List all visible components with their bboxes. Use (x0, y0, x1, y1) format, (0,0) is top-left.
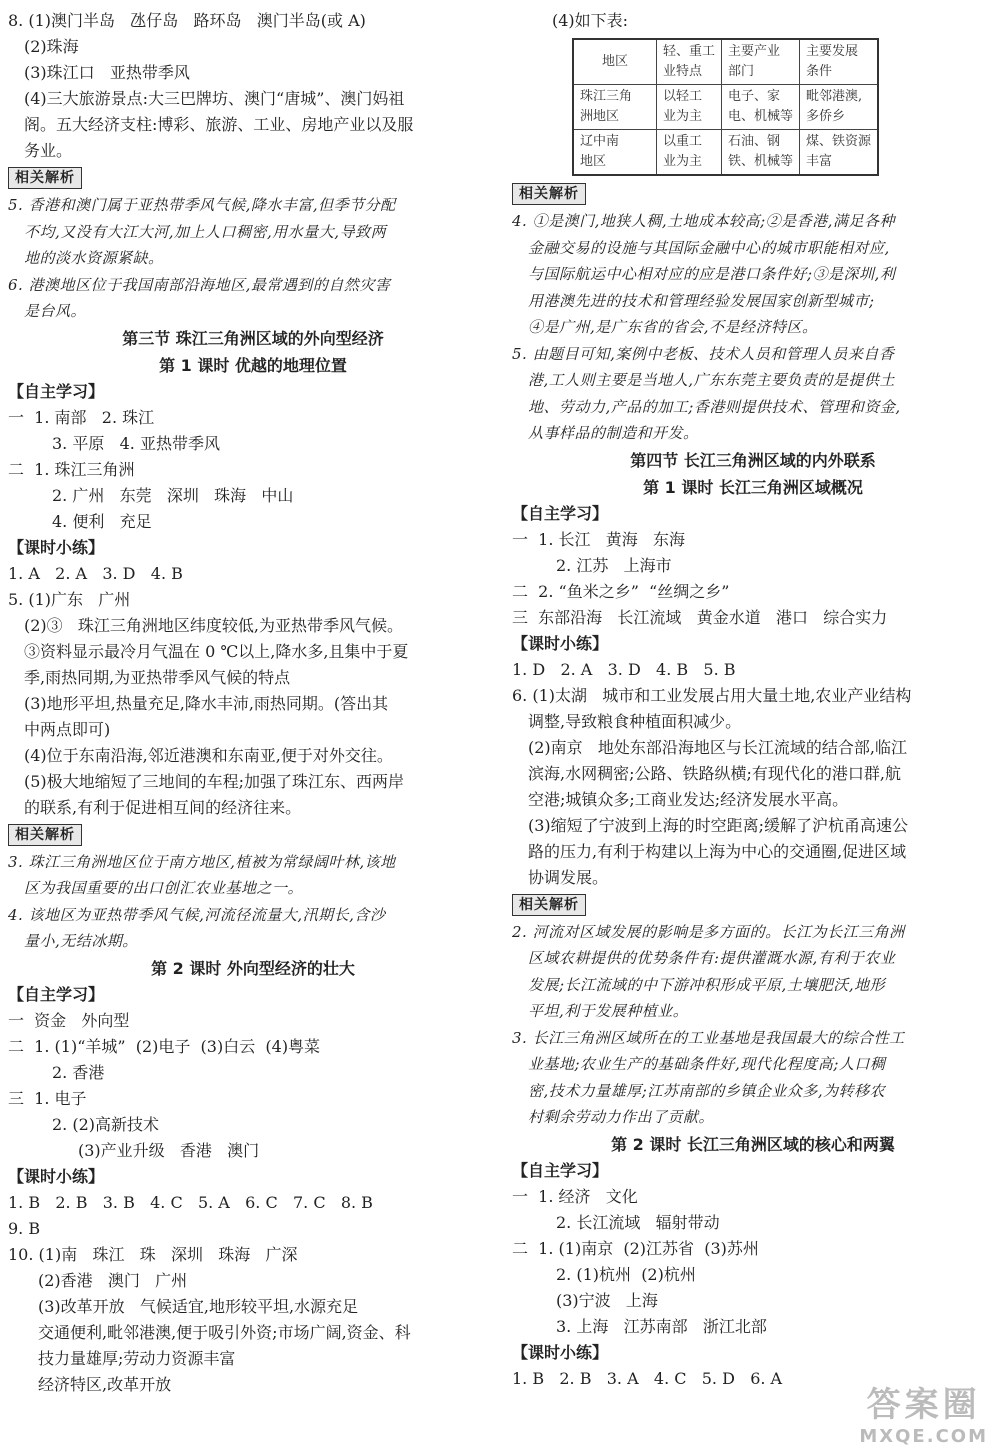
answer-line: 技力量雄厚;劳动力资源丰富 (38, 1348, 236, 1368)
analysis-line: 区域农耕提供的优势条件有:提供灌溉水源,有利于农业 (528, 949, 896, 967)
answer-line: 一 1. 长江 黄海 东海 (512, 529, 686, 549)
left-column (8, 8, 498, 1398)
practice-heading: 【课时小练】 (512, 633, 609, 653)
practice-heading: 【课时小练】 (8, 537, 105, 557)
table-row (573, 130, 878, 176)
comparison-table (572, 38, 879, 176)
answer-line: 协调发展。 (528, 867, 609, 887)
answer-line: 一 1. 南部 2. 珠江 (8, 407, 155, 427)
answer-line: 2. 江苏 上海市 (556, 555, 672, 575)
answer-line: 9. B (8, 1218, 41, 1238)
answer-line: (2)③ 珠江三角洲地区纬度较低,为亚热带季风气候。 (24, 615, 404, 635)
answer-line: 经济特区,改革开放 (38, 1374, 172, 1394)
answer-line: (3)珠江口 亚热带季风 (24, 63, 190, 82)
analysis-line: 平坦,利于发展种植业。 (528, 1002, 689, 1020)
analysis-line: 与国际航运中心相对应的应是港口条件好;③是深圳,利 (528, 265, 896, 283)
watermark-logo (859, 1377, 988, 1447)
analysis-line: 密,技术力量雄厚;江苏南部的乡镇企业众多,为转移农 (528, 1081, 886, 1100)
analysis-line: 不均,又没有大江大河,加上人口稠密,用水量大,导致两 (24, 222, 387, 241)
answer-line: 10. (1)南 珠江 珠 深圳 珠海 广深 (8, 1244, 298, 1264)
answer-line: 交通便利,毗邻港澳,便于吸引外资;市场广阔,资金、科 (38, 1322, 411, 1342)
answer-line: 1. A 2. A 3. D 4. B (8, 563, 183, 583)
answer-line: 空港;城镇众多;工商业发达;经济发展水平高。 (528, 789, 849, 809)
table-cell: 珠江三角 洲地区 (573, 85, 657, 130)
answer-line: 3. 上海 江苏南部 浙江北部 (556, 1316, 767, 1336)
analysis-line: 2. 河流对区域发展的影响是多方面的。长江为长江三角洲 (512, 922, 905, 941)
practice-heading: 【课时小练】 (512, 1342, 609, 1362)
answer-line: (2)香港 澳门 广州 (38, 1270, 188, 1290)
analysis-line: 3. 长江三角洲区域所在的工业基地是我国最大的综合性工 (512, 1028, 905, 1047)
answer-line: (3)宁波 上海 (556, 1290, 658, 1310)
analysis-line: 金融交易的设施与其国际金融中心的城市职能相对应, (528, 238, 890, 257)
answer-line: 8. (1)澳门半岛 氹仔岛 路环岛 澳门半岛(或 A) (8, 11, 366, 30)
answer-line: 2. 香港 (52, 1062, 105, 1082)
table-row (573, 85, 878, 130)
answer-line: (4)如下表: (552, 11, 629, 30)
table-cell: 以重工 业为主 (657, 130, 722, 176)
watermark-url: MXQE.COM (859, 1426, 988, 1447)
answer-line: 滨海,水网稠密;公路、铁路纵横;有现代化的港口群,航 (528, 763, 901, 783)
analysis-line: 3. 珠江三角洲地区位于南方地区,植被为常绿阔叶林,该地 (8, 852, 396, 871)
table-header-row (573, 39, 878, 85)
table-cell: 主要产业 部门 (722, 39, 800, 85)
self-study-heading: 【自主学习】 (512, 503, 609, 523)
analysis-badge: 相关解析 (512, 894, 586, 916)
answer-line: 二 1. (1)南京 (2)江苏省 (3)苏州 (512, 1238, 759, 1258)
answer-line: 1. D 2. A 3. D 4. B 5. B (512, 659, 736, 679)
answer-line: 1. B 2. B 3. A 4. C 5. D 6. A (512, 1368, 783, 1388)
analysis-line: 村剩余劳动力作出了贡献。 (528, 1108, 715, 1126)
answer-line: 2. 广州 东莞 深圳 珠海 中山 (52, 485, 294, 505)
answer-line: 6. (1)太湖 城市和工业发展占用大量土地,农业产业结构 (512, 685, 912, 705)
analysis-line: 从事样品的制造和开发。 (528, 424, 699, 442)
lesson-title: 第 1 课时 长江三角洲区域概况 (643, 477, 863, 497)
analysis-line: 量小,无结冰期。 (24, 932, 138, 950)
section-title: 第三节 珠江三角洲区域的外向型经济 (122, 328, 384, 348)
answer-line: (3)地形平坦,热量充足,降水丰沛,雨热同期。(答出其 (24, 693, 389, 713)
analysis-line: 是台风。 (24, 302, 87, 320)
analysis-line: ④是广州,是广东省的省会,不是经济特区。 (528, 318, 818, 336)
analysis-line: 地的淡水资源紧缺。 (24, 249, 164, 267)
answer-line: 2. (2)高新技术 (52, 1114, 160, 1134)
table-cell: 轻、重工 业特点 (657, 39, 722, 85)
answer-line: (2)珠海 (24, 37, 79, 56)
answer-line: 3. 平原 4. 亚热带季风 (52, 433, 220, 453)
answer-line: 二 1. 珠江三角洲 (8, 459, 135, 479)
answer-line: (3)改革开放 气候适宜,地形较平坦,水源充足 (38, 1296, 359, 1316)
table-cell: 主要发展 条件 (800, 39, 879, 85)
answer-line: 三 东部沿海 长江流域 黄金水道 港口 综合实力 (512, 607, 888, 627)
table-cell: 以轻工 业为主 (657, 85, 722, 130)
answer-line: 季,雨热同期,为亚热带季风气候的特点 (24, 667, 291, 687)
right-column (512, 8, 994, 1392)
answer-line: 的联系,有利于促进相互间的经济往来。 (24, 797, 302, 817)
table-cell: 辽中南 地区 (573, 130, 657, 176)
answer-line: 路的压力,有利于构建以上海为中心的交通圈,促进区域 (528, 841, 907, 861)
analysis-line: 发展;长江流域的中下游冲积形成平原,土壤肥沃,地形 (528, 975, 886, 994)
analysis-line: 用港澳先进的技术和管理经验发展国家创新型城市; (528, 291, 875, 310)
table-cell: 石油、钢 铁、机械等 (722, 130, 800, 176)
table-cell: 地区 (573, 39, 657, 85)
practice-heading: 【课时小练】 (8, 1166, 105, 1186)
table-cell: 电子、家 电、机械等 (722, 85, 800, 130)
table-cell: 煤、铁资源 丰富 (800, 130, 879, 176)
answer-line: 中两点即可) (24, 719, 111, 739)
answer-line: 5. (1)广东 广州 (8, 589, 131, 609)
answer-line: (5)极大地缩短了三地间的车程;加强了珠江东、西两岸 (24, 771, 405, 791)
analysis-badge: 相关解析 (8, 824, 82, 846)
analysis-line: 4. 该地区为亚热带季风气候,河流径流量大,汛期长,含沙 (8, 905, 386, 924)
analysis-badge: 相关解析 (8, 167, 82, 189)
answer-line: 调整,导致粮食种植面积减少。 (528, 711, 742, 731)
section-title: 第四节 长江三角洲区域的内外联系 (630, 450, 876, 470)
self-study-heading: 【自主学习】 (8, 984, 105, 1004)
watermark-text: 答案圈 (866, 1385, 981, 1425)
analysis-line: 地、劳动力,产品的加工;香港则提供技术、管理和资金, (528, 397, 901, 416)
answer-line: (3)缩短了宁波到上海的时空距离;缓解了沪杭甬高速公 (528, 815, 909, 835)
lesson-title: 第 1 课时 优越的地理位置 (159, 355, 347, 375)
self-study-heading: 【自主学习】 (512, 1160, 609, 1180)
analysis-line: 5. 由题目可知,案例中老板、技术人员和管理人员来自香 (512, 344, 895, 363)
answer-line: 1. B 2. B 3. B 4. C 5. A 6. C 7. C 8. B (8, 1192, 373, 1212)
answer-line: 一 资金 外向型 (8, 1010, 130, 1030)
answer-line: 二 2. “鱼米之乡” “丝绸之乡” (512, 581, 730, 601)
analysis-line: 4. ①是澳门,地狭人稠,土地成本较高;②是香港,满足各种 (512, 212, 895, 230)
answer-line: 一 1. 经济 文化 (512, 1186, 638, 1206)
answer-line: 务业。 (24, 141, 73, 160)
analysis-line: 5. 香港和澳门属于亚热带季风气候,降水丰富,但季节分配 (8, 196, 396, 214)
table-cell: 毗邻港澳, 多侨乡 (800, 85, 879, 130)
answer-line: 2. 长江流域 辐射带动 (556, 1212, 720, 1232)
self-study-heading: 【自主学习】 (8, 381, 105, 401)
analysis-line: 6. 港澳地区位于我国南部沿海地区,最常遇到的自然灾害 (8, 275, 391, 294)
answer-line: 4. 便利 充足 (52, 511, 152, 531)
answer-line: 三 1. 电子 (8, 1088, 87, 1108)
answer-line: (2)南京 地处东部沿海地区与长江流域的结合部,临江 (528, 737, 908, 757)
answer-line: 2. (1)杭州 (2)杭州 (556, 1264, 696, 1284)
lesson-title: 第 2 课时 外向型经济的壮大 (151, 958, 355, 978)
analysis-line: 业基地;农业生产的基础条件好,现代化程度高;人口稠 (528, 1055, 886, 1073)
answer-line: ③资料显示最冷月气温在 0 ℃以上,降水多,且集中于夏 (24, 641, 409, 661)
analysis-badge: 相关解析 (512, 183, 586, 205)
answer-line: (4)三大旅游景点:大三巴牌坊、澳门“唐城”、澳门妈祖 (24, 89, 405, 108)
answer-line: 二 1. (1)“羊城” (2)电子 (3)白云 (4)粤菜 (8, 1036, 321, 1056)
lesson-title: 第 2 课时 长江三角洲区域的核心和两翼 (611, 1134, 895, 1154)
answer-line: (4)位于东南沿海,邻近港澳和东南亚,便于对外交往。 (24, 745, 393, 765)
analysis-line: 港,工人则主要是当地人,广东东莞主要负责的是提供土 (528, 371, 896, 389)
answer-line: 阁。五大经济支柱:博彩、旅游、工业、房地产业以及服 (24, 115, 414, 134)
answer-line: (3)产业升级 香港 澳门 (78, 1140, 260, 1160)
analysis-line: 区为我国重要的出口创汇农业基地之一。 (24, 879, 304, 897)
